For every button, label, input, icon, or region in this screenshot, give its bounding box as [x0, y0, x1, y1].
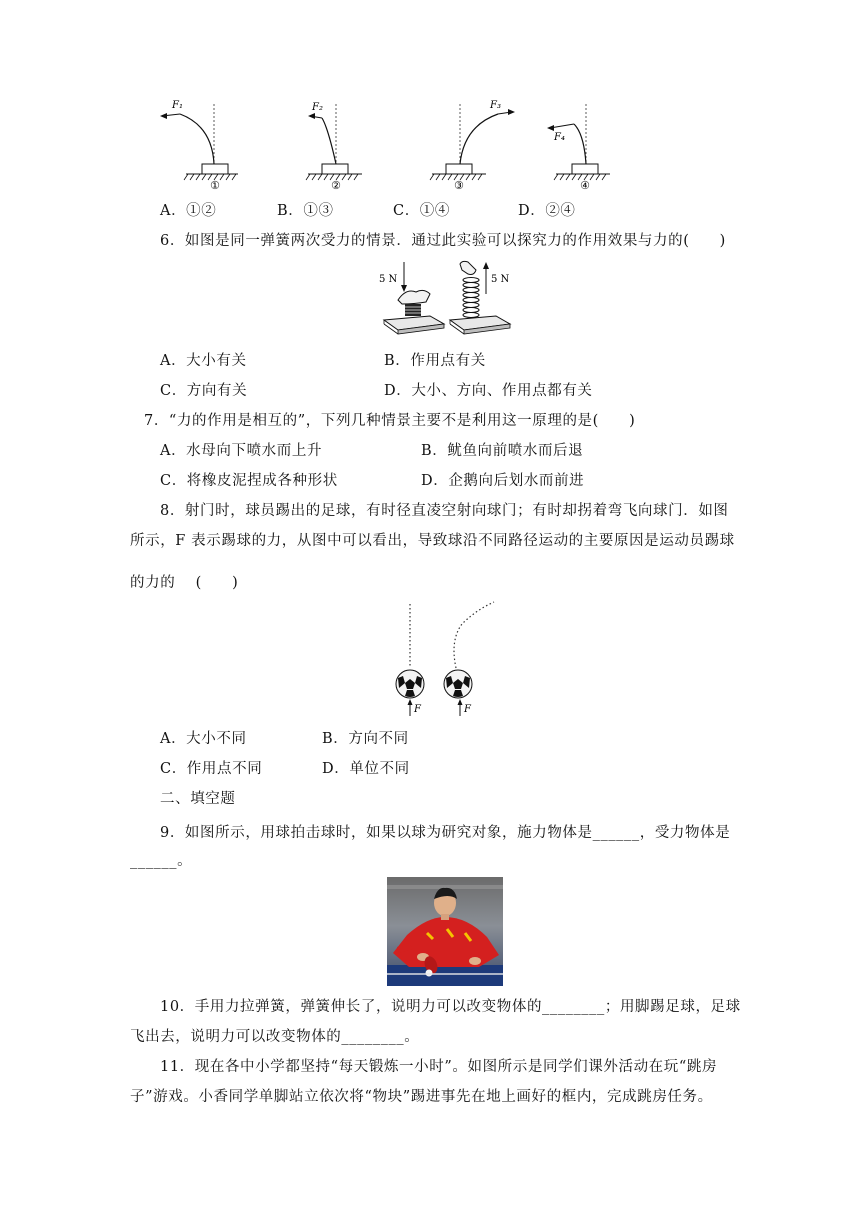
q8-stem-line1: 8．射门时，球员踢出的足球，有时径直凌空射向球门；有时却拐着弯飞向球门．如图: [160, 503, 729, 519]
q8-stem-line2: 所示，F 表示踢球的力，从图中可以看出，导致球沿不同路径运动的主要原因是运动员踢球: [130, 533, 735, 549]
force-label-f1: F₁: [172, 100, 183, 111]
q8-force-label-left: F: [414, 704, 421, 715]
force-label-f2: F₂: [312, 102, 323, 113]
q9-line1: 9．如图所示，用球拍击球时，如果以球为研究对象，施力物体是______，受力物体是: [160, 825, 731, 841]
q7-option-c: C．将橡皮泥捏成各种形状: [160, 473, 338, 489]
q6-option-d: D．大小、方向、作用点都有关: [384, 383, 593, 399]
q10-line2: 飞出去，说明力可以改变物体的________。: [130, 1029, 420, 1045]
q6-force-label-left: 5 N: [379, 274, 398, 285]
q8-force-label-right: F: [464, 704, 471, 715]
q5-figure-2: [300, 98, 380, 190]
q7-option-d: D．企鹅向后划水而前进: [421, 473, 585, 489]
q5-figure-3: [428, 98, 518, 190]
figure-label-2: ②: [331, 179, 341, 190]
q6-option-c: C．方向有关: [160, 383, 248, 399]
q8-stem-line3: 的力的 ( ): [130, 575, 239, 591]
q8-option-b: B．方向不同: [322, 731, 409, 747]
q5-option-c: C．①④: [393, 203, 450, 219]
q11-line1: 11．现在各中小学都坚持“每天锻炼一小时”。如图所示是同学们课外活动在玩“跳房: [160, 1059, 718, 1075]
q6-stem: 6．如图是同一弹簧两次受力的情景．通过此实验可以探究力的作用效果与力的( ): [160, 233, 726, 249]
q8-option-c: C．作用点不同: [160, 761, 263, 777]
football-right-icon: [444, 670, 472, 698]
section-title-fill-in: 二、填空题: [160, 791, 236, 807]
q6-spring-figure: [376, 258, 516, 340]
q8-option-d: D．单位不同: [322, 761, 410, 777]
q10-line1: 10．手用力拉弹簧，弹簧伸长了，说明力可以改变物体的________；用脚踢足球，足球: [160, 999, 741, 1015]
q6-force-label-right: 5 N: [491, 274, 510, 285]
q7-stem: 7．“力的作用是相互的”，下列几种情景主要不是利用这一原理的是( ): [144, 413, 636, 429]
q11-line2: 子”游戏。小香同学单脚站立依次将“物块”踢进事先在地上画好的框内，完成跳房任务。: [130, 1089, 713, 1105]
force-label-f3: F₃: [490, 100, 501, 111]
table-tennis-player-photo: [387, 877, 503, 986]
q8-football-figure: [390, 600, 500, 718]
q7-option-b: B．鱿鱼向前喷水而后退: [421, 443, 584, 459]
figure-label-4: ④: [580, 179, 590, 190]
q8-option-a: A．大小不同: [160, 731, 247, 747]
q6-option-a: A．大小有关: [160, 353, 247, 369]
q5-figure-4: [540, 98, 620, 190]
q5-option-d: D．②④: [518, 203, 576, 219]
q5-option-a: A．①②: [160, 203, 217, 219]
figure-label-3: ③: [454, 179, 464, 190]
q5-figure-1: [158, 98, 248, 190]
q9-line2: ______。: [130, 853, 193, 869]
football-left-icon: [396, 670, 424, 698]
q5-option-b: B．①③: [277, 203, 334, 219]
figure-label-1: ①: [210, 179, 220, 190]
q6-option-b: B．作用点有关: [384, 353, 486, 369]
q7-option-a: A．水母向下喷水而上升: [160, 443, 323, 459]
force-label-f4: F₄: [554, 132, 565, 143]
